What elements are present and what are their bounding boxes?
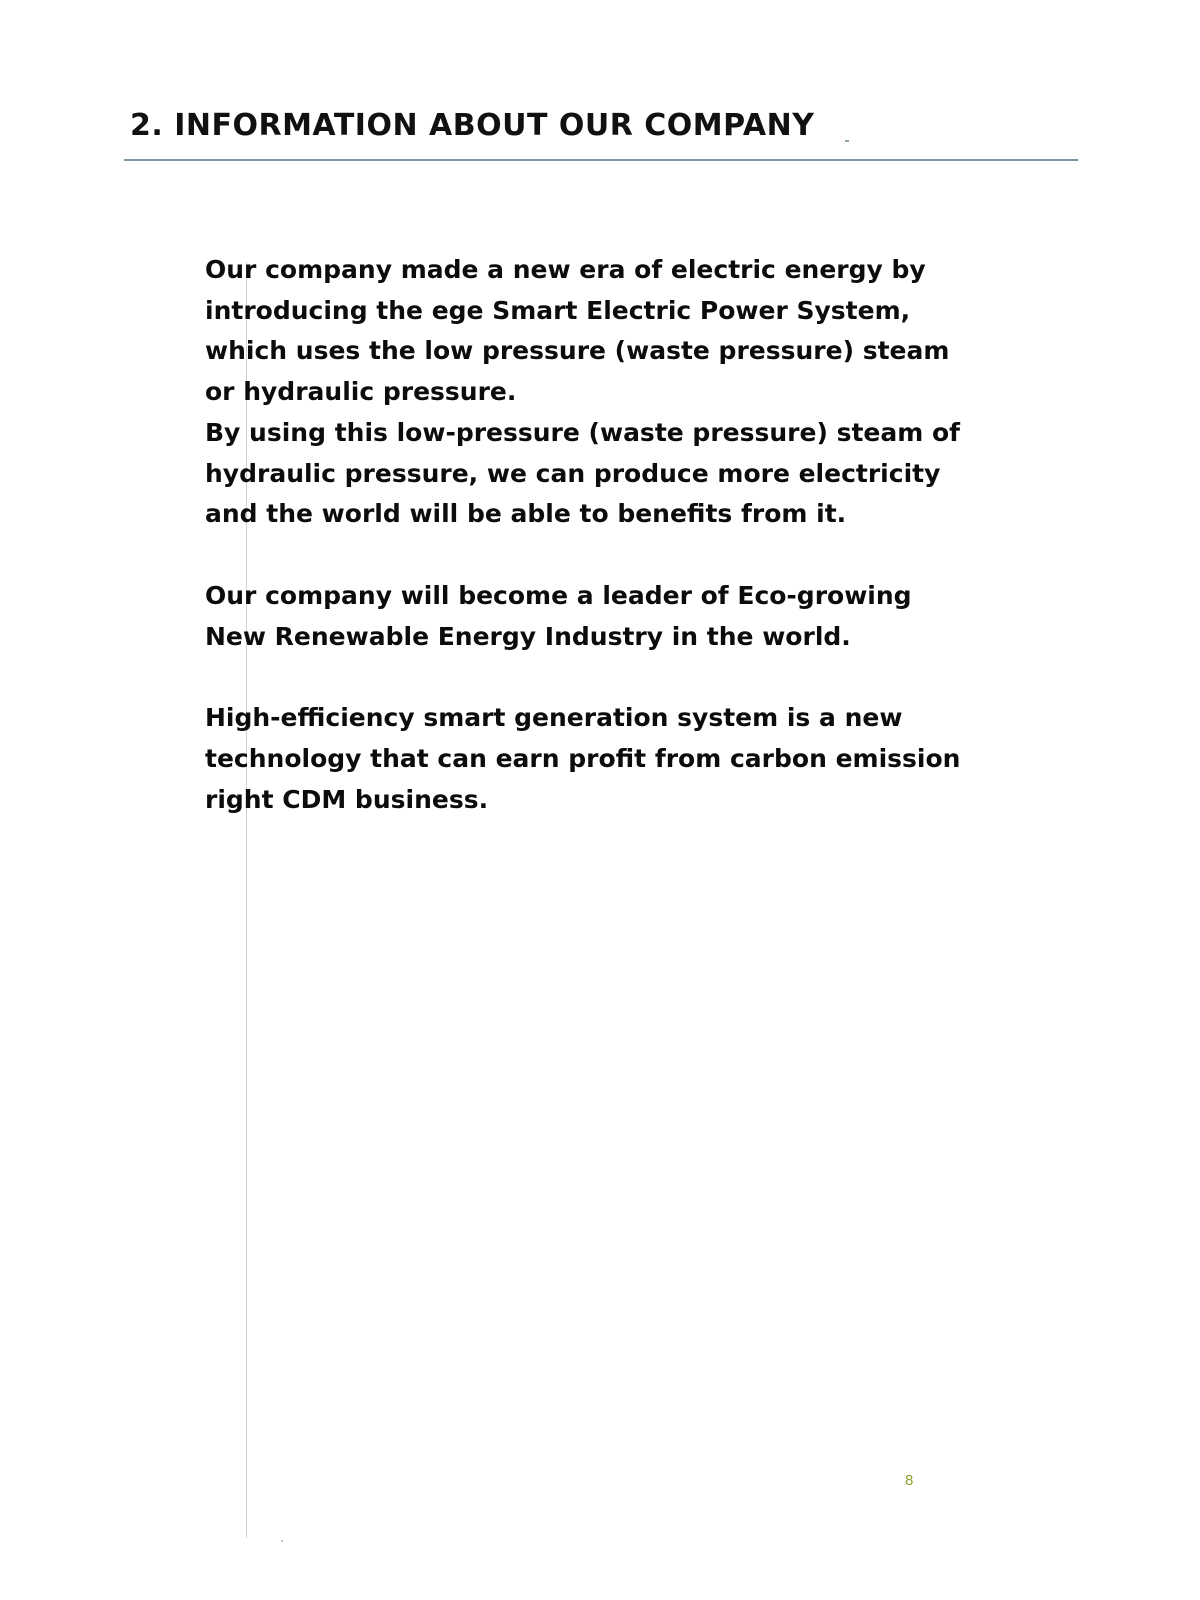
paragraph-eco-leader [205,576,1025,657]
paragraph-line: technology that can earn profit from carbon emission [205,744,961,774]
paragraph-line: By using this low-pressure (waste pressure) steam of [205,417,961,447]
paragraph-era-of-energy [205,250,1025,535]
paragraph-line: right CDM business. [205,784,489,814]
paragraph-line: and the world will be able to benefits from it. [205,499,847,529]
paragraph-line: or hydraulic pressure. [205,377,517,407]
section-title: 2. INFORMATION ABOUT OUR COMPANY [130,108,815,143]
paragraph-line: Our company made a new era of electric energy by [205,255,926,284]
paragraph-line: introducing the ege Smart Electric Power System, [205,295,911,325]
title-underline [124,159,1078,161]
paragraph-line: which uses the low pressure (waste pressure) steam [205,336,950,366]
body-text [205,250,1025,861]
page-number: 8 [905,1472,914,1489]
paragraph-line: New Renewable Energy Industry in the world. [205,621,851,651]
title-accent-dot [845,140,849,142]
paragraph-smart-generation [205,698,1025,820]
paragraph-line: hydraulic pressure, we can produce more electricity [205,458,941,488]
paragraph-line: Our company will become a leader of Eco-growing [205,580,912,610]
paragraph-line: High-efficiency smart generation system is a new [205,703,903,733]
margin-speck [281,1540,283,1542]
